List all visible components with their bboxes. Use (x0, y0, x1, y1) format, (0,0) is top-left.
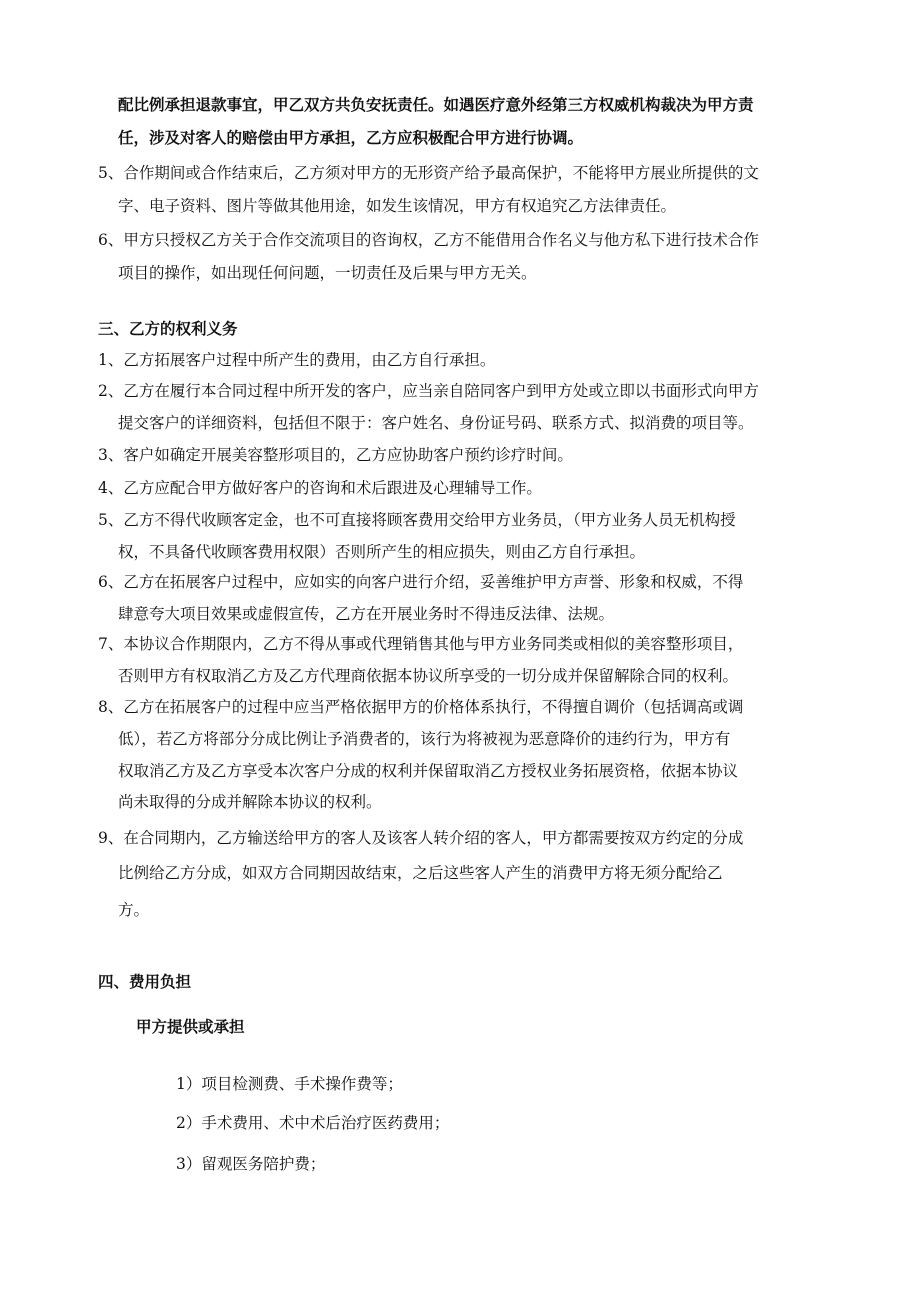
sec2-item4-cont-line1: 配比例承担退款事宜，甲乙双方共负安抚责任。如遇医疗意外经第三方权威机构裁决为甲方责 (118, 96, 754, 114)
sec2-item4-cont-line2: 任，涉及对客人的赔偿由甲方承担，乙方应积极配合甲方进行协调。 (118, 129, 584, 147)
sec3-item6-line1: 6、乙方在拓展客户过程中，应如实的向客户进行介绍，妥善维护甲方声誉、形象和权威，不得 (98, 573, 744, 591)
sec3-item3: 3、客户如确定开展美容整形项目的，乙方应协助客户预约诊疗时间。 (98, 446, 573, 464)
sec3-item8-line4: 尚未取得的分成并解除本协议的权利。 (118, 793, 382, 811)
section-4-heading: 四、费用负担 (98, 973, 192, 991)
sec3-item9-line2: 比例给乙方分成，如双方合同期因故结束，之后这些客人产生的消费甲方将无须分配给乙 (118, 864, 723, 882)
sec3-item8-line3: 权取消乙方及乙方享受本次客户分成的权利并保留取消乙方授权业务拓展资格，依据本协议 (118, 762, 739, 780)
sec3-item7-line1: 7、本协议合作期限内，乙方不得从事或代理销售其他与甲方业务同类或相似的美容整形项目， (98, 635, 744, 653)
sec3-item7-line2: 否则甲方有权取消乙方及乙方代理商依据本协议所享受的一切分成并保留解除合同的权利。 (118, 667, 739, 685)
section-3-heading: 三、乙方的权利义务 (98, 320, 238, 338)
sec3-item8-line2: 低），若乙方将部分分成比例让予消费者的，该行为将被视为恶意降价的违约行为，甲方有 (118, 730, 731, 748)
sec3-item2-line2: 提交客户的详细资料，包括但不限于：客户姓名、身份证号码、联系方式、拟消费的项目等。 (118, 414, 754, 432)
sec2-item5-line2: 字、电子资料、图片等做其他用途，如发生该情况，甲方有权追究乙方法律责任。 (118, 197, 677, 215)
sec3-item9-line3: 方。 (118, 901, 150, 919)
sec3-item9-line1: 9、在合同期内，乙方输送给甲方的客人及该客人转介绍的客人，甲方都需要按双方约定的分成 (98, 829, 744, 847)
sec4-list-item: 1）项目检测费、手术操作费等； (176, 1075, 403, 1093)
sec2-item5-line1: 5、合作期间或合作结束后，乙方须对甲方的无形资产给予最高保护，不能将甲方展业所提供的文 (98, 164, 759, 182)
sec3-item8-line1: 8、乙方在拓展客户的过程中应当严格依据甲方的价格体系执行，不得擅自调价（包括调高或调 (98, 698, 744, 716)
section-4-subheading: 甲方提供或承担 (136, 1018, 245, 1036)
sec4-list-item: 3）留观医务陪护费； (176, 1155, 326, 1173)
sec4-list-item: 2）手术费用、术中术后治疗医药费用； (176, 1114, 450, 1132)
sec3-item5-line2: 权，不具备代收顾客费用权限）否则所产生的相应损失，则由乙方自行承担。 (118, 543, 646, 561)
sec3-item1: 1、乙方拓展客户过程中所产生的费用，由乙方自行承担。 (98, 351, 496, 369)
sec2-item6-line2: 项目的操作，如出现任何问题，一切责任及后果与甲方无关。 (118, 264, 537, 282)
sec3-item4: 4、乙方应配合甲方做好客户的咨询和术后跟进及心理辅导工作。 (98, 479, 542, 497)
sec2-item6-line1: 6、甲方只授权乙方关于合作交流项目的咨询权，乙方不能借用合作名义与他方私下进行技术合作 (98, 231, 759, 249)
sec3-item6-line2: 肆意夸大项目效果或虚假宣传，乙方在开展业务时不得违反法律、法规。 (118, 605, 615, 623)
sec3-item2-line1: 2、乙方在履行本合同过程中所开发的客户，应当亲自陪同客户到甲方处或立即以书面形式向甲方 (98, 382, 759, 400)
sec3-item5-line1: 5、乙方不得代收顾客定金，也不可直接将顾客费用交给甲方业务员，（甲方业务人员无机构授 (98, 511, 736, 529)
